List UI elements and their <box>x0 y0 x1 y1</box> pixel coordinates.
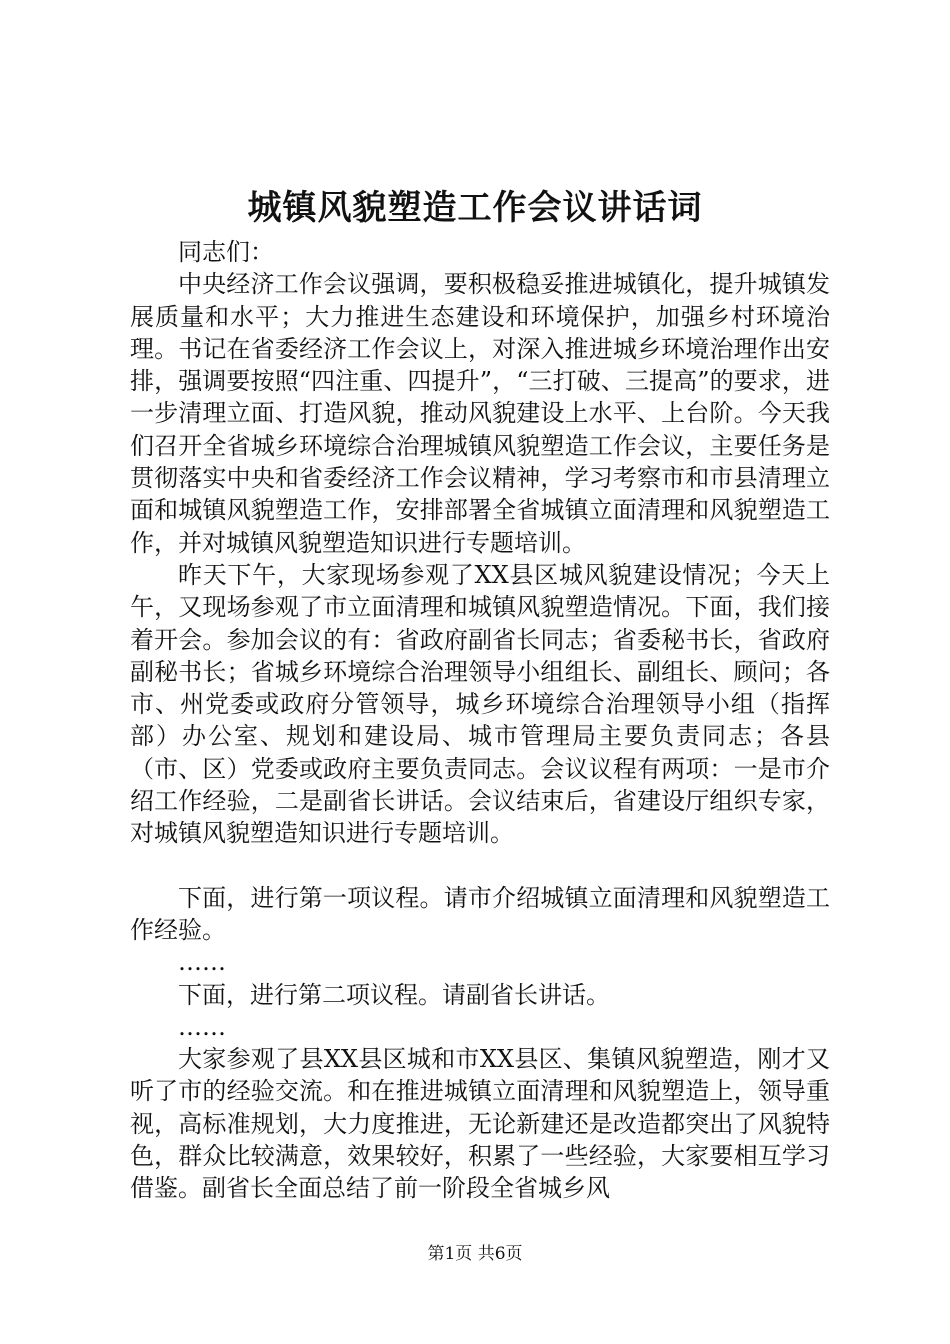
paragraph-agenda-two: 下面，进行第二项议程。请副省长讲话。 <box>178 980 610 1009</box>
page-number-footer: 第1页 共6页 <box>427 1244 523 1264</box>
paragraph-summary: 大家参观了县XX县区城和市XX县区、集镇风貌塑造，刚才又听了市的经验交流。和在推进城镇立面清理和风貌塑造上，领导重视，高标准规划，大力度推进，无论新建还是改造都突出了风貌特色，群众比较满意，效果较好，积累了一些经验，大家要相互学习借鉴。副省长全面总结了前一阶段全省城乡风 <box>130 1045 830 1203</box>
paragraph-attendees: 昨天下午，大家现场参观了XX县区城风貌建设情况；今天上午，又现场参观了市立面清理和城镇风貌塑造情况。下面，我们接着开会。参加会议的有：省政府副省长同志；省委秘书长，省政府副秘书长；省城乡环境综合治理领导小组组长、副组长、顾问；各市、州党委或政府分管领导，城乡环境综合治理领导小组（指挥部）办公室、规划和建设局、城市管理局主要负责同志；各县（市、区）党委或政府主要负责同志。会议议程有两项：一是市介绍工作经验，二是副省长讲话。会议结束后，省建设厅组织专家，对城镇风貌塑造知识进行专题培训。 <box>130 560 830 848</box>
ellipsis-two: …… <box>178 1012 226 1041</box>
paragraph-gap <box>130 850 830 882</box>
salutation: 同志们： <box>178 238 274 266</box>
ellipsis-one: …… <box>178 948 226 977</box>
document-body <box>130 236 830 1205</box>
paragraph-intro: 中央经济工作会议强调，要积极稳妥推进城镇化，提升城镇发展质量和水平；大力推进生态建设和环境保护，加强乡村环境治理。书记在省委经济工作会议上，对深入推进城乡环境治理作出安排，强调要按照“四注重、四提升”，“三打破、三提高”的要求，进一步清理立面、打造风貌，推动风貌建设上水平、上台阶。今天我们召开全省城乡环境综合治理城镇风貌塑造工作会议，主要任务是贯彻落实中央和省委经济工作会议精神，学习考察市和市县清理立面和城镇风貌塑造工作，安排部署全省城镇立面清理和风貌塑造工作，并对城镇风貌塑造知识进行专题培训。 <box>130 270 830 557</box>
document-title: 城镇风貌塑造工作会议讲话词 <box>247 188 703 228</box>
paragraph-agenda-one: 下面，进行第一项议程。请市介绍城镇立面清理和风貌塑造工作经验。 <box>130 883 830 944</box>
